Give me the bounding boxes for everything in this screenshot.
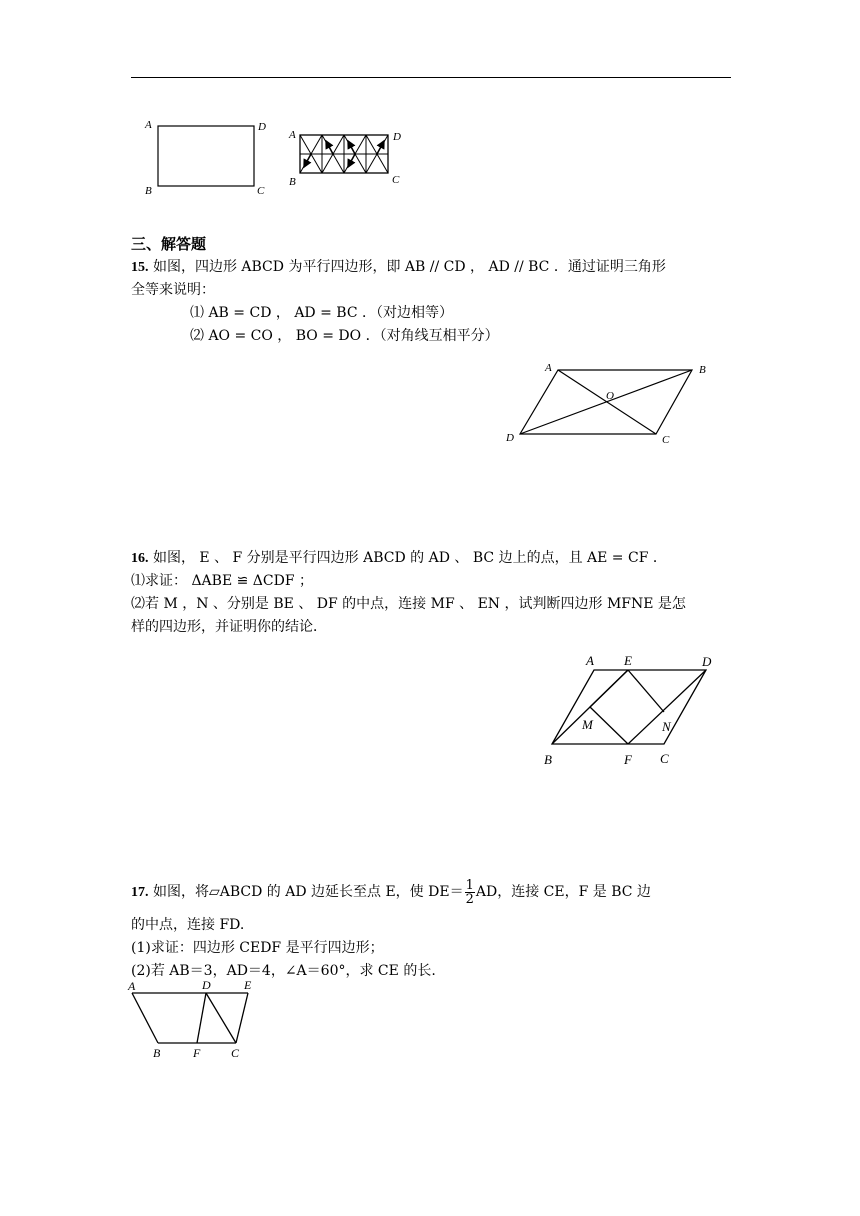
q16-label-a: A [586, 653, 594, 668]
q17-number: 17. [131, 885, 149, 900]
q15-line1 [131, 256, 666, 279]
q16-label-c: C [660, 751, 669, 766]
q17-frac-num: 1 [465, 877, 474, 893]
rect-label-d: D [258, 121, 266, 133]
rect-label-a: A [145, 119, 152, 131]
q15-label-c: C [662, 434, 670, 446]
section-title: 三、解答题 [131, 235, 207, 253]
q17-line3: (1)求证：四边形 CEDF 是平行四边形； [131, 940, 384, 956]
q16-label-f: F [624, 752, 632, 767]
q17-label-d: D [202, 978, 211, 992]
q17-label-a: A [128, 979, 136, 993]
header-rule [131, 77, 731, 78]
q17-text-1a: 如图，将▱ABCD 的 AD 边延长至点 E，使 DE＝ [152, 884, 464, 900]
q16-label-e: E [624, 653, 632, 668]
q15-label-d: D [506, 432, 514, 444]
q16-line1 [131, 547, 667, 570]
q16-number: 16. [131, 551, 149, 566]
q16-label-d: D [702, 654, 712, 669]
q15-item2: ⑵ AO = CO ， BO = DO ．（对角线互相平分） [190, 328, 499, 344]
q16-line3: ⑵若 M ，N 、分别是 BE 、 DF 的中点，连接 MF 、 EN ，试判断四边形 MFNE 是怎 [131, 596, 686, 612]
grid-label-d: D [393, 131, 401, 143]
q17-line1 [131, 874, 651, 911]
q15-text-1: 如图，四边形 ABCD 为平行四边形，即 AB // CD ， AD // BC ．通过证明三角形 [152, 259, 666, 275]
rectangle-figure [140, 116, 275, 196]
q15-label-a: A [545, 362, 552, 374]
q17-line4: (2)若 AB＝3，AD＝4，∠A＝60°，求 CE 的长. [131, 963, 436, 979]
q17-label-c: C [231, 1046, 240, 1060]
grid-arrow-figure [286, 124, 411, 190]
grid-label-c: C [392, 174, 400, 186]
grid-label-a: A [289, 129, 296, 141]
q17-fraction [465, 879, 475, 906]
q15-label-b: B [699, 364, 706, 376]
q16-label-b: B [544, 752, 552, 767]
q17-label-e: E [244, 978, 252, 992]
q16-parallelogram-figure [540, 650, 720, 770]
q15-number: 15. [131, 260, 149, 275]
q16-text-1: 如图， E 、 F 分别是平行四边形 ABCD 的 AD 、 BC 边上的点，且 AE = CF ． [152, 550, 667, 566]
q16-line2: ⑴求证： ΔABE ≌ ΔCDF ； [131, 573, 314, 589]
q16-line4: 样的四边形，并证明你的结论． [131, 619, 327, 635]
grid-label-b: B [289, 176, 296, 188]
rect-label-c: C [257, 185, 265, 196]
q15-line2: 全等来说明： [131, 282, 215, 298]
rect-label-b: B [145, 185, 152, 196]
q17-figure [126, 976, 266, 1066]
q15-parallelogram-figure [500, 358, 720, 448]
q16-label-m: M [582, 717, 593, 732]
q17-line2: 的中点，连接 FD. [131, 917, 245, 933]
q17-text-1b: AD，连接 CE，F 是 BC 边 [475, 884, 651, 900]
q16-label-n: N [662, 719, 671, 734]
q17-frac-den: 2 [465, 891, 474, 907]
q15-label-o: O [606, 390, 614, 402]
q15-item1: ⑴ AB = CD ， AD = BC ．（对边相等） [190, 305, 453, 321]
q17-label-f: F [193, 1046, 201, 1060]
q17-label-b: B [153, 1046, 161, 1060]
